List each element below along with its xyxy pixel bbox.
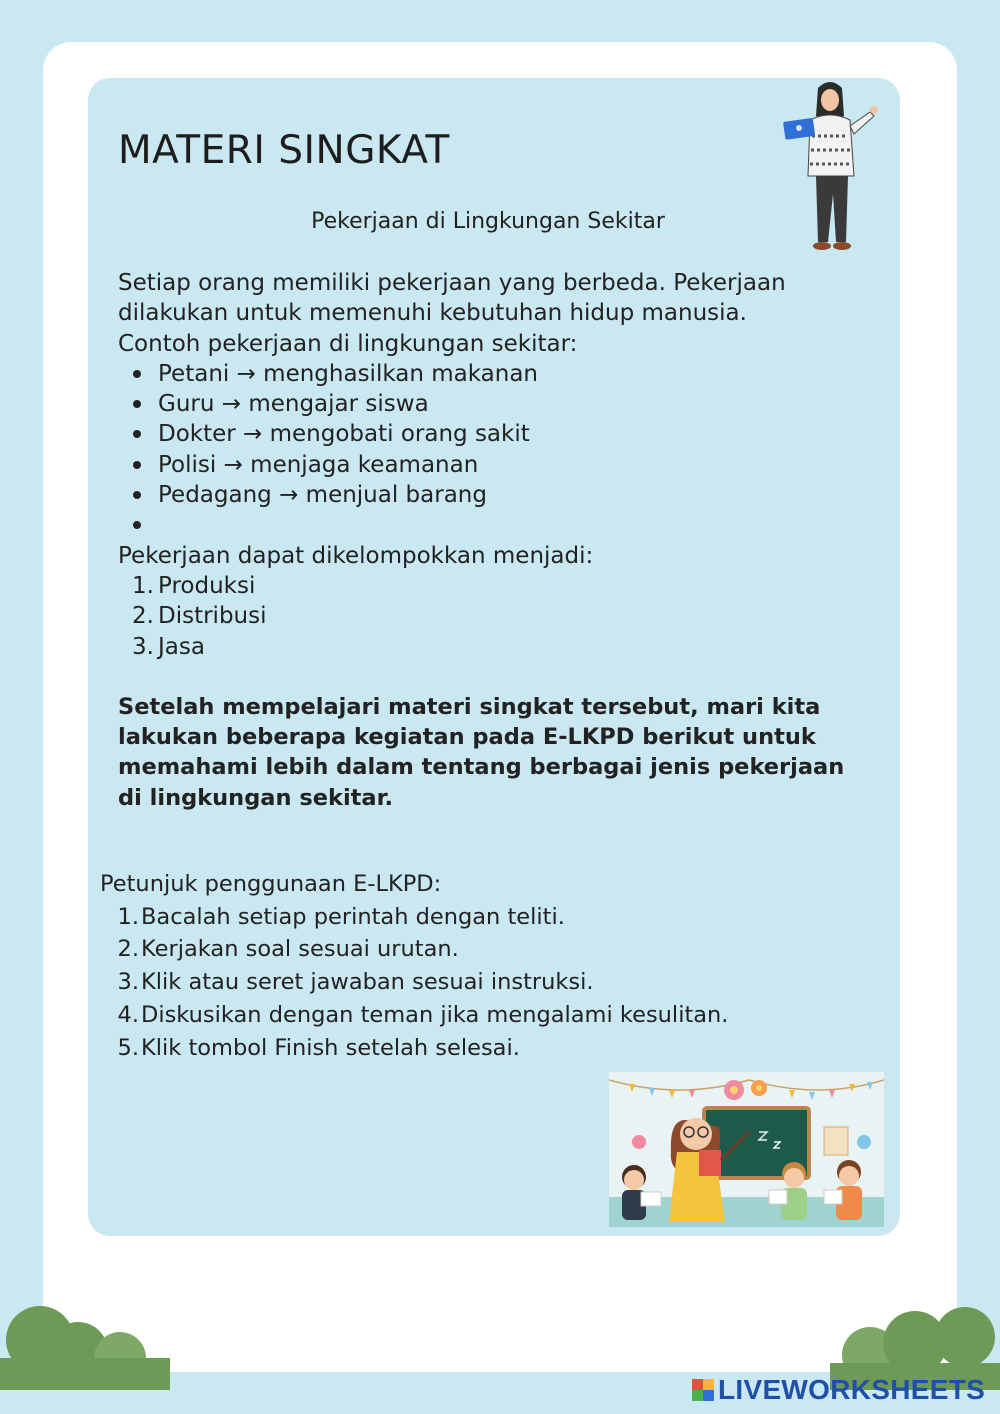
list-item: Petani → menghasilkan makanan <box>118 359 863 389</box>
list-item <box>118 601 863 631</box>
item-label: Produksi <box>158 572 256 599</box>
step-text: Diskusikan dengan teman jika mengalami kesulitan. <box>141 1001 729 1028</box>
list-item <box>118 632 863 662</box>
list-item: Guru → mengajar siswa <box>118 389 863 419</box>
intro-text: Setiap orang memiliki pekerjaan yang berbeda. Pekerjaan dilakukan untuk memenuhi kebutuhan hidup manusia. <box>118 270 786 327</box>
examples-heading: Contoh pekerjaan di lingkungan sekitar: <box>118 330 578 357</box>
step-number: 3. <box>117 969 139 996</box>
step-text: Klik tombol Finish setelah selesai. <box>141 1034 520 1061</box>
step-number: 5. <box>117 1034 139 1061</box>
lesson-content <box>118 268 863 813</box>
liveworksheets-branding <box>692 1372 985 1408</box>
guide-step <box>100 999 800 1032</box>
guide-steps <box>100 901 800 1065</box>
step-text: Bacalah setiap perintah dengan teliti. <box>141 903 565 930</box>
item-number: 1. <box>132 572 154 599</box>
list-item: Pedagang → menjual barang <box>118 480 863 510</box>
categories-heading: Pekerjaan dapat dikelompokkan menjadi: <box>118 542 594 569</box>
step-text: Klik atau seret jawaban sesuai instruksi. <box>141 969 594 996</box>
teacher-illustration <box>778 76 890 256</box>
guide-title: Petunjuk penggunaan E-LKPD: <box>100 871 442 897</box>
step-number: 2. <box>117 936 139 963</box>
item-label: Distribusi <box>158 603 267 630</box>
step-number: 4. <box>117 1001 139 1028</box>
item-number: 3. <box>132 633 154 660</box>
list-item: Dokter → mengobati orang sakit <box>118 419 863 449</box>
examples-list <box>118 359 863 541</box>
list-item: Polisi → menjaga keamanan <box>118 450 863 480</box>
brand-name: LIVEWORKSHEETS <box>718 1374 986 1405</box>
list-item <box>118 510 863 540</box>
liveworksheets-logo-icon <box>692 1379 714 1401</box>
list-item <box>118 571 863 601</box>
usage-guide <box>100 868 800 1064</box>
closing-text: Setelah mempelajari materi singkat tersebut, mari kita lakukan beberapa kegiatan pada E-LKPD berikut untuk memahami lebih dalam tentang berbagai jenis pekerjaan di lingkungan sekitar. <box>118 693 845 811</box>
page-title: MATERI SINGKAT <box>118 128 450 173</box>
item-label: Jasa <box>158 633 205 660</box>
step-number: 1. <box>117 903 139 930</box>
guide-step <box>100 901 800 934</box>
guide-step <box>100 1032 800 1065</box>
step-text: Kerjakan soal sesuai urutan. <box>141 936 459 963</box>
guide-step <box>100 933 800 966</box>
page-subtitle: Pekerjaan di Lingkungan Sekitar <box>311 209 665 234</box>
item-number: 2. <box>132 603 154 630</box>
bush-left-decoration <box>0 1300 170 1390</box>
categories-list <box>118 571 863 662</box>
guide-step <box>100 966 800 999</box>
classroom-illustration <box>609 1072 884 1227</box>
